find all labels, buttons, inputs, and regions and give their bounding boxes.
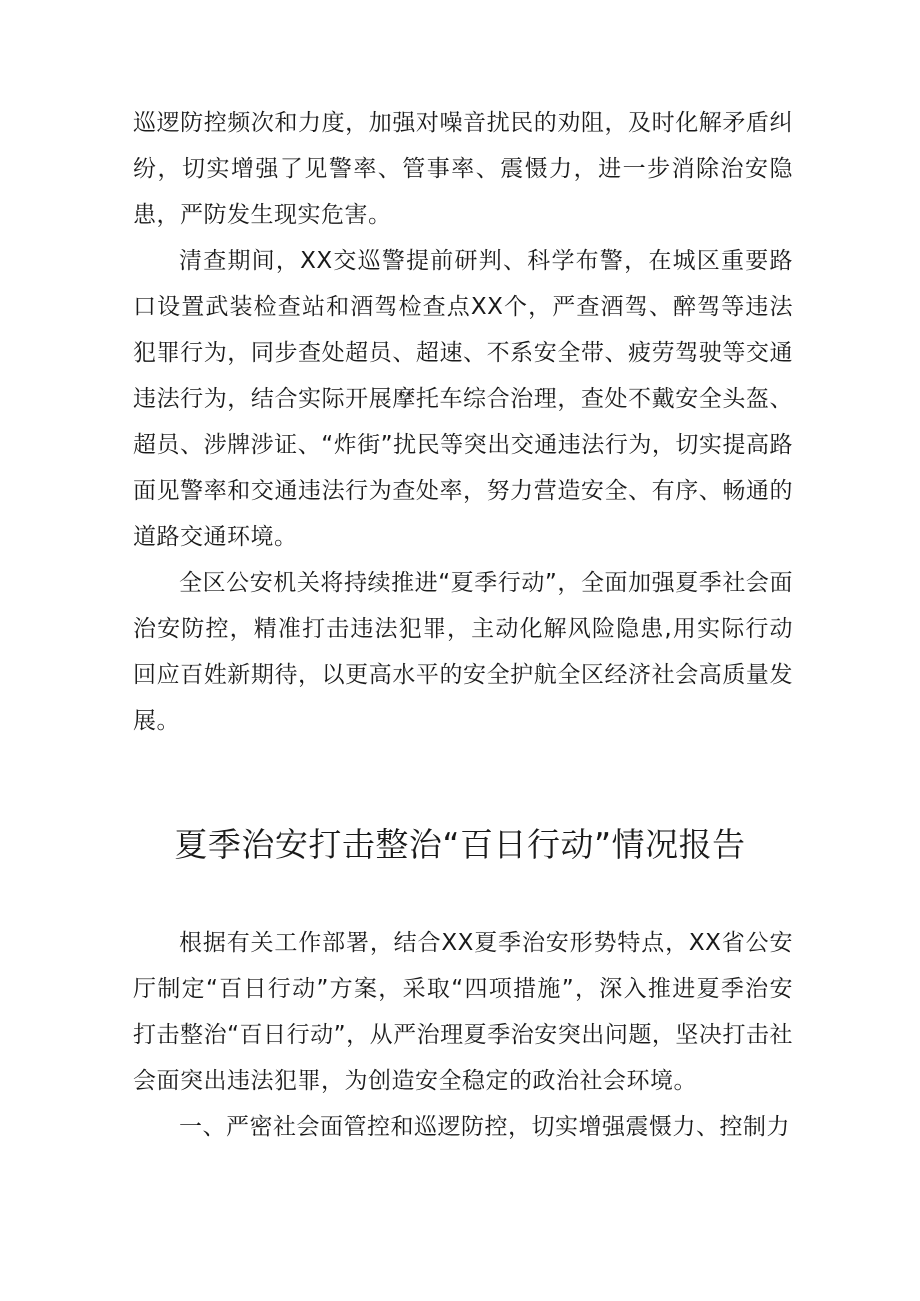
- title-section: [0, 815, 920, 875]
- paragraph-inspection: 清查期间，XX交巡警提前研判、科学布警，在城区重要路口设置武装检查站和酒驾检查点XX个，严查酒驾、醉驾等违法犯罪行为，同步查处超员、超速、不系安全带、疲劳驾驶等交通违法行为，结合实际开展摩托车综合治理，查处不戴安全头盔、超员、涉牌涉证、“炸街”扰民等突出交通违法行为，切实提高路面见警率和交通违法行为查处率，努力营造安全、有序、畅通的道路交通环境。: [133, 248, 793, 550]
- paragraph-intro: 根据有关工作部署，结合XX夏季治安形势特点，XX省公安厅制定“百日行动”方案，采取“四项措施”，深入推进夏季治安打击整治“百日行动”，从严治理夏季治安突出问题，坚决打击社会面突出违法犯罪，为创造安全稳定的政治社会环境。: [133, 930, 793, 1094]
- paragraph-summary: 全区公安机关将持续推进“夏季行动”，全面加强夏季社会面治安防控，精准打击违法犯罪，主动化解风险隐患,用实际行动回应百姓新期待，以更高水平的安全护航全区经济社会高质量发展。: [133, 570, 793, 734]
- upper-section: [133, 100, 793, 744]
- report-title: 夏季治安打击整治“百日行动”情况报告: [174, 825, 746, 864]
- lower-section: [133, 920, 793, 1150]
- section-heading-one: 一、严密社会面管控和巡逻防控，切实增强震慑力、控制力: [179, 1114, 790, 1140]
- paragraph-continuation: 巡逻防控频次和力度，加强对噪音扰民的劝阻，及时化解矛盾纠纷，切实增强了见警率、管事率、震慑力，进一步消除治安隐患，严防发生现实危害。: [133, 110, 793, 228]
